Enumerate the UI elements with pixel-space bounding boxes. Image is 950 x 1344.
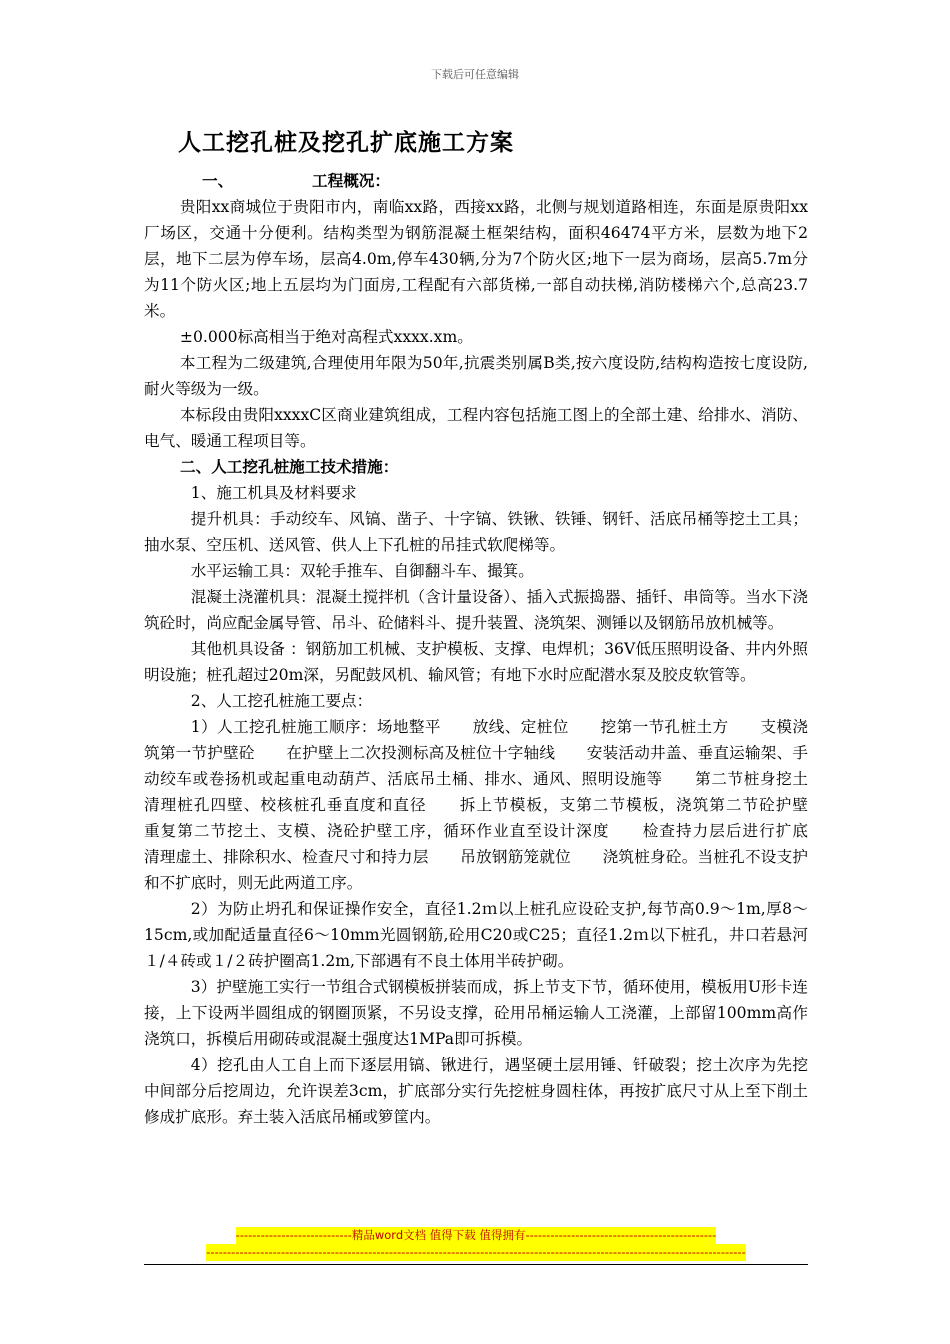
building-grade-paragraph: 本工程为二级建筑,合理使用年限为50年,抗震类别属B类,按六度设防,结构构造按七度设防,耐火等级为一级。 <box>144 354 808 398</box>
document-title: 人工挖孔桩及挖孔扩底施工方案 <box>178 130 514 156</box>
subsection-1-heading: 1、施工机具及材料要求 <box>190 484 357 502</box>
elevation-paragraph: ±0.000标高相当于绝对高程式xxxx.xm。 <box>179 328 473 346</box>
section-1-title: 工程概况： <box>312 172 390 190</box>
tools-other-paragraph: 其他机具设备 ：钢筋加工机械、支护模板、支撑、电焊机；36V低压照明设备、井内外照明设施；桩孔超过20m深，另配鼓风机、输风管；有地下水时应配潜水泵及胶皮软管等。 <box>144 640 808 684</box>
tools-transport-paragraph: 水平运输工具：双轮手推车、自御翻斗车、撮箕。 <box>190 562 534 580</box>
section-1-number: 一、 <box>202 172 234 190</box>
footer-banner <box>144 1227 808 1261</box>
page-header-note: 下载后可任意编辑 <box>431 68 519 81</box>
section-2-heading: 二、人工挖孔桩施工技术措施： <box>180 458 399 476</box>
point-2-paragraph: 2）为防止坍孔和保证操作安全，直径1.2ｍ以上桩孔应设砼支护,每节高0.9～1m,厚8～15cm,或加配适量直径6～10mm光圆钢筋,砼用C20或C25；直径1.2ｍ以下桩孔，井口若悬河１/４砖或１/２砖护圈高1.2m,下部遇有不良土体用半砖护砌。 <box>144 900 808 970</box>
tools-lifting-paragraph: 提升机具：手动绞车、风镐、凿子、十字镐、铁锹、铁锤、钢钎、活底吊桶等挖土工具；抽水泵、空压机、送风管、供人上下孔桩的吊挂式软爬梯等。 <box>144 510 808 554</box>
document-body <box>144 168 840 1130</box>
overview-paragraph: 贵阳xx商城位于贵阳市内，南临xx路，西接xx路，北侧与规划道路相连，东面是原贵阳xx厂场区，交通十分便利。结构类型为钢筋混凝土框架结构，面积46474平方米，层数为地下2层，地下二层为停车场，层高4.0m,停车430辆,分为7个防火区;地下一层为商场，层高5.7m分为11个防火区;地上五层均为门面房,工程配有六部货梯,一部自动扶梯,消防楼梯六个,总高23.7米。 <box>144 198 808 320</box>
point-1-paragraph: 1）人工挖孔桩施工顺序：场地整平 放线、定桩位 挖第一节孔桩土方 支模浇筑第一节护壁砼 在护壁上二次投测标高及桩位十字轴线 安装活动井盖、垂直运输架、手动绞车或卷扬机或起重电动葫芦、活底吊土桶、排水、通风、照明设施等 第二节桩身挖土 清理桩孔四壁、校核桩孔垂直度和直径 拆上节模板，支第二节模板，浇筑第二节砼护壁 重复第二节挖土、支模、浇砼护壁工序，循环作业直至设计深度 检查持力层后进行扩底 清理虚土、排除积水、检查尺寸和持力层 吊放钢筋笼就位 浇筑桩身砼。当桩孔不设支护和不扩底时，则无此两道工序。 <box>144 718 840 892</box>
scope-paragraph: 本标段由贵阳xxxxC区商业建筑组成，工程内容包括施工图上的全部土建、给排水、消防、电气、暖通工程项目等。 <box>144 406 808 450</box>
point-4-paragraph: 4）挖孔由人工自上而下逐层用镐、锹进行，遇坚硬土层用锤、钎破裂；挖土次序为先挖中间部分后挖周边，允许误差3cm，扩底部分实行先挖桩身圆柱体，再按扩底尺寸从上至下削土修成扩底形。弃土装入活底吊桶或箩筐内。 <box>144 1056 808 1126</box>
footer-banner-line-2: ---------------------------------------------------------------------------------------------------------------------------------- <box>206 1245 746 1259</box>
footer-divider <box>144 1264 808 1265</box>
subsection-2-heading: 2、人工挖孔桩施工要点： <box>190 692 373 710</box>
footer-banner-line-1: ----------------------------精品word文档 值得下载 值得拥有---------------------------------------------- <box>235 1228 717 1242</box>
point-3-paragraph: 3）护壁施工实行一节组合式钢模板拼装而成，拆上节支下节，循环使用，模板用U形卡连接，上下设两半圆组成的钢圈顶紧，不另设支撑，砼用吊桶运输人工浇灌，上部留100mm高作浇筑口，拆模后用砌砖或混凝土强度达1MPa即可拆模。 <box>144 978 808 1048</box>
tools-concrete-paragraph: 混凝土浇灌机具：混凝土搅拌机（含计量设备）、插入式振捣器、插钎、串筒等。当水下浇筑砼时，尚应配金属导管、吊斗、砼储料斗、提升装置、浇筑架、测锤以及钢筋吊放机械等。 <box>144 588 808 632</box>
section-1-heading <box>144 168 808 194</box>
